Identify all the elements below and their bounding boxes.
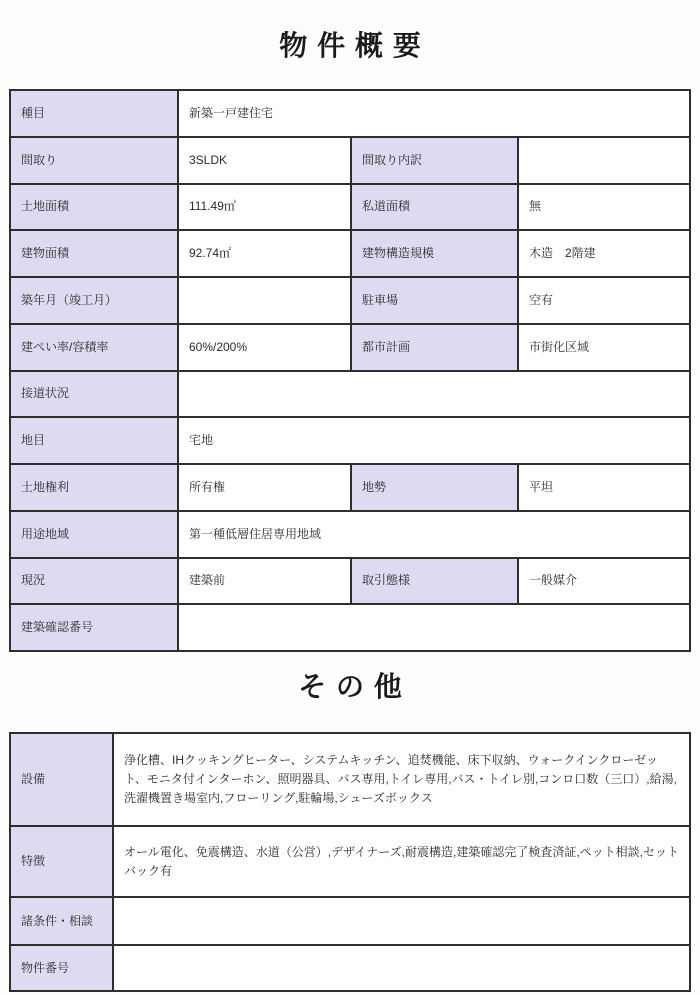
- cell-label: 種目: [10, 90, 178, 137]
- table-row: [10, 137, 690, 184]
- cell-label: 諸条件・相談: [10, 897, 113, 945]
- cell-label: 建築確認番号: [10, 604, 178, 651]
- cell-label: 建物面積: [10, 230, 178, 277]
- cell-value: 木造 2階建: [518, 230, 690, 277]
- table-row: [10, 417, 690, 464]
- table-row: [10, 230, 690, 277]
- cell-value: オール電化、免震構造、水道（公営）,デザイナーズ,耐震構造,建築確認完了検査済証,ペット相談,セットバック有: [113, 826, 690, 897]
- table-row: [10, 604, 690, 651]
- cell-value: 宅地: [178, 417, 690, 464]
- other-table: [9, 732, 691, 992]
- cell-value: 60%/200%: [178, 324, 351, 371]
- cell-value: 建築前: [178, 558, 351, 605]
- table-row: [10, 464, 690, 511]
- cell-value: [518, 137, 690, 184]
- overview-table: [9, 89, 691, 652]
- cell-value: 所有権: [178, 464, 351, 511]
- cell-label: 取引態様: [351, 558, 518, 605]
- table-row: [10, 826, 690, 897]
- other-section: [0, 652, 700, 992]
- table-row: [10, 324, 690, 371]
- cell-value: 一般媒介: [518, 558, 690, 605]
- cell-label: 土地面積: [10, 184, 178, 231]
- cell-label: 間取り: [10, 137, 178, 184]
- cell-value: 新築一戸建住宅: [178, 90, 690, 137]
- cell-label: 建物構造規模: [351, 230, 518, 277]
- cell-label: 建ぺい率/容積率: [10, 324, 178, 371]
- cell-value: 市街化区域: [518, 324, 690, 371]
- cell-value: 92.74㎡: [178, 230, 351, 277]
- cell-label: 用途地域: [10, 511, 178, 558]
- cell-value: [178, 371, 690, 418]
- table-row: [10, 897, 690, 945]
- table-row: [10, 511, 690, 558]
- cell-label: 私道面積: [351, 184, 518, 231]
- cell-value: 3SLDK: [178, 137, 351, 184]
- cell-label: 土地権利: [10, 464, 178, 511]
- cell-value: 平坦: [518, 464, 690, 511]
- table-row: [10, 558, 690, 605]
- other-title: その他: [298, 671, 412, 702]
- cell-label: 築年月（竣工月）: [10, 277, 178, 324]
- cell-value: [113, 897, 690, 945]
- cell-label: 地勢: [351, 464, 518, 511]
- table-row: [10, 945, 690, 991]
- cell-value: 空有: [518, 277, 690, 324]
- cell-label: 設備: [10, 733, 113, 826]
- table-row: [10, 184, 690, 231]
- cell-value: [178, 277, 351, 324]
- cell-label: 間取り内訳: [351, 137, 518, 184]
- cell-label: 現況: [10, 558, 178, 605]
- cell-label: 特徴: [10, 826, 113, 897]
- cell-label: 接道状況: [10, 371, 178, 418]
- table-row: [10, 90, 690, 137]
- cell-value: 111.49㎡: [178, 184, 351, 231]
- cell-label: 物件番号: [10, 945, 113, 991]
- table-row: [10, 277, 690, 324]
- cell-value: 無: [518, 184, 690, 231]
- overview-title: 物件概要: [279, 30, 431, 61]
- cell-value: [113, 945, 690, 991]
- table-row: [10, 371, 690, 418]
- cell-label: 都市計画: [351, 324, 518, 371]
- cell-value: 第一種低層住居専用地域: [178, 511, 690, 558]
- cell-value: [178, 604, 690, 651]
- cell-value: 浄化槽、IHクッキングヒーター、システムキッチン、追焚機能、床下収納、ウォークインクローゼット、モニタ付インターホン、照明器具、バス専用,トイレ専用,バス・トイレ別,コンロ口数（三口）,給湯,洗濯機置き場室内,フローリング,駐輪場,シューズボックス: [113, 733, 690, 826]
- cell-label: 駐車場: [351, 277, 518, 324]
- cell-label: 地目: [10, 417, 178, 464]
- table-row: [10, 733, 690, 826]
